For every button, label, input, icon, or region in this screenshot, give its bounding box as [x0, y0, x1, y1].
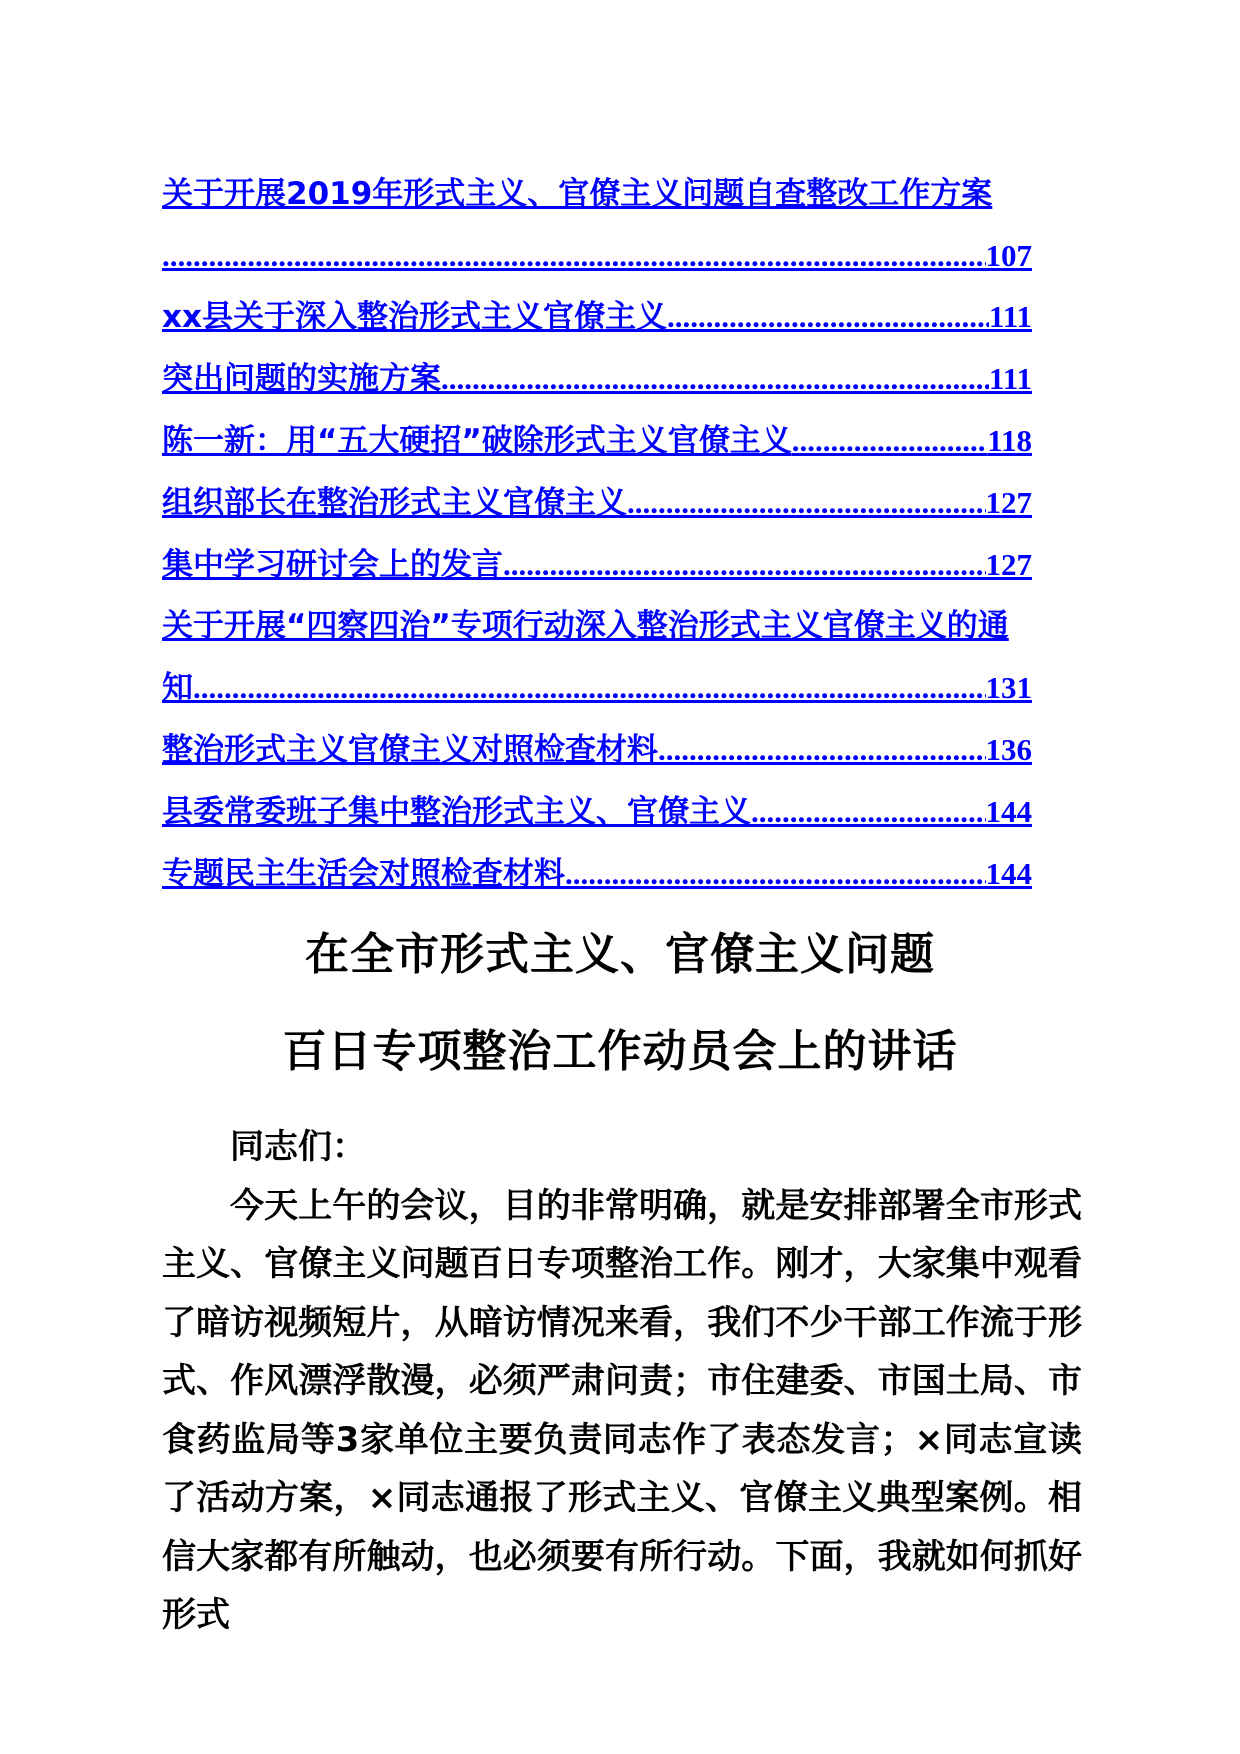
toc-entry-3[interactable]: [162, 348, 1100, 410]
toc-leader-dots: [441, 348, 989, 409]
toc-entry-4[interactable]: [162, 410, 1100, 472]
body-paragraph: 今天上午的会议，目的非常明确，就是安排部署全市形式主义、官僚主义问题百日专项整治工作。刚才，大家集中观看了暗访视频短片，从暗访情况来看，我们不少干部工作流于形式、作风漂浮散漫，必须严肃问责；市住建委、市国土局、市食药监局等3家单位主要负责同志作了表态发言；×同志宣读了活动方案，×同志通报了形式主义、官僚主义典型案例。相信大家都有所触动，也必须要有所行动。下面，我就如何抓好形式: [162, 1185, 1082, 1635]
toc-leader-dots: [627, 472, 986, 533]
toc-entry-5[interactable]: [162, 472, 1100, 534]
speech-title-line-2: 百日专项整治工作动员会上的讲话: [282, 1026, 958, 1077]
toc-entry-text: xx县关于深入整治形式主义官僚主义: [162, 299, 667, 335]
toc-page-number: 131: [985, 670, 1032, 705]
toc-leader-dots: [503, 534, 986, 595]
toc-page-number: 107: [985, 238, 1032, 273]
toc-entry-text: 专题民主生活会对照检查材料: [162, 856, 565, 892]
toc-entry-1[interactable]: [162, 164, 1100, 286]
toc-entry-text-continued: 知: [162, 670, 193, 706]
speech-body: [162, 1118, 1082, 1645]
toc-page-number: 111: [988, 299, 1032, 334]
toc-entry-2[interactable]: [162, 286, 1100, 348]
toc-page-number: 136: [985, 732, 1032, 767]
toc-leader-dots: [658, 719, 986, 780]
toc-leader-dots: [565, 843, 986, 904]
toc-leader-dots: [792, 410, 987, 471]
toc-entry-8[interactable]: [162, 719, 1100, 781]
toc-page-number: 111: [988, 361, 1032, 396]
toc-page-number: 127: [985, 547, 1032, 582]
toc-entry-text: 关于开展2019年形式主义、官僚主义问题自查整改工作方案: [162, 176, 993, 212]
table-of-contents: [162, 164, 1100, 905]
toc-entry-9[interactable]: [162, 781, 1100, 843]
speech-title-line-1: 在全市形式主义、官僚主义问题: [305, 929, 935, 980]
salutation: 同志们：: [230, 1127, 366, 1167]
toc-leader-dots: [193, 657, 986, 718]
toc-page-number: 144: [985, 856, 1032, 891]
toc-leader-dots: [751, 781, 986, 842]
toc-page-number: 118: [987, 423, 1032, 458]
toc-entry-6[interactable]: [162, 534, 1100, 596]
toc-entry-text: 县委常委班子集中整治形式主义、官僚主义: [162, 794, 751, 830]
toc-entry-text: 陈一新：用“五大硬招”破除形式主义官僚主义: [162, 423, 792, 459]
toc-entry-text: 集中学习研讨会上的发言: [162, 547, 503, 583]
toc-entry-text: 突出问题的实施方案: [162, 361, 441, 397]
toc-page-number: 127: [985, 485, 1032, 520]
toc-entry-text: 关于开展“四察四治”专项行动深入整治形式主义官僚主义的通: [162, 608, 1009, 644]
toc-leader-dots: [667, 286, 989, 347]
toc-entry-10[interactable]: [162, 843, 1100, 905]
toc-leader-dots: [162, 225, 986, 286]
toc-entry-text: 组织部长在整治形式主义官僚主义: [162, 485, 627, 521]
toc-page-number: 144: [985, 794, 1032, 829]
toc-entry-7[interactable]: [162, 596, 1100, 719]
toc-entry-text: 整治形式主义官僚主义对照检查材料: [162, 732, 658, 768]
